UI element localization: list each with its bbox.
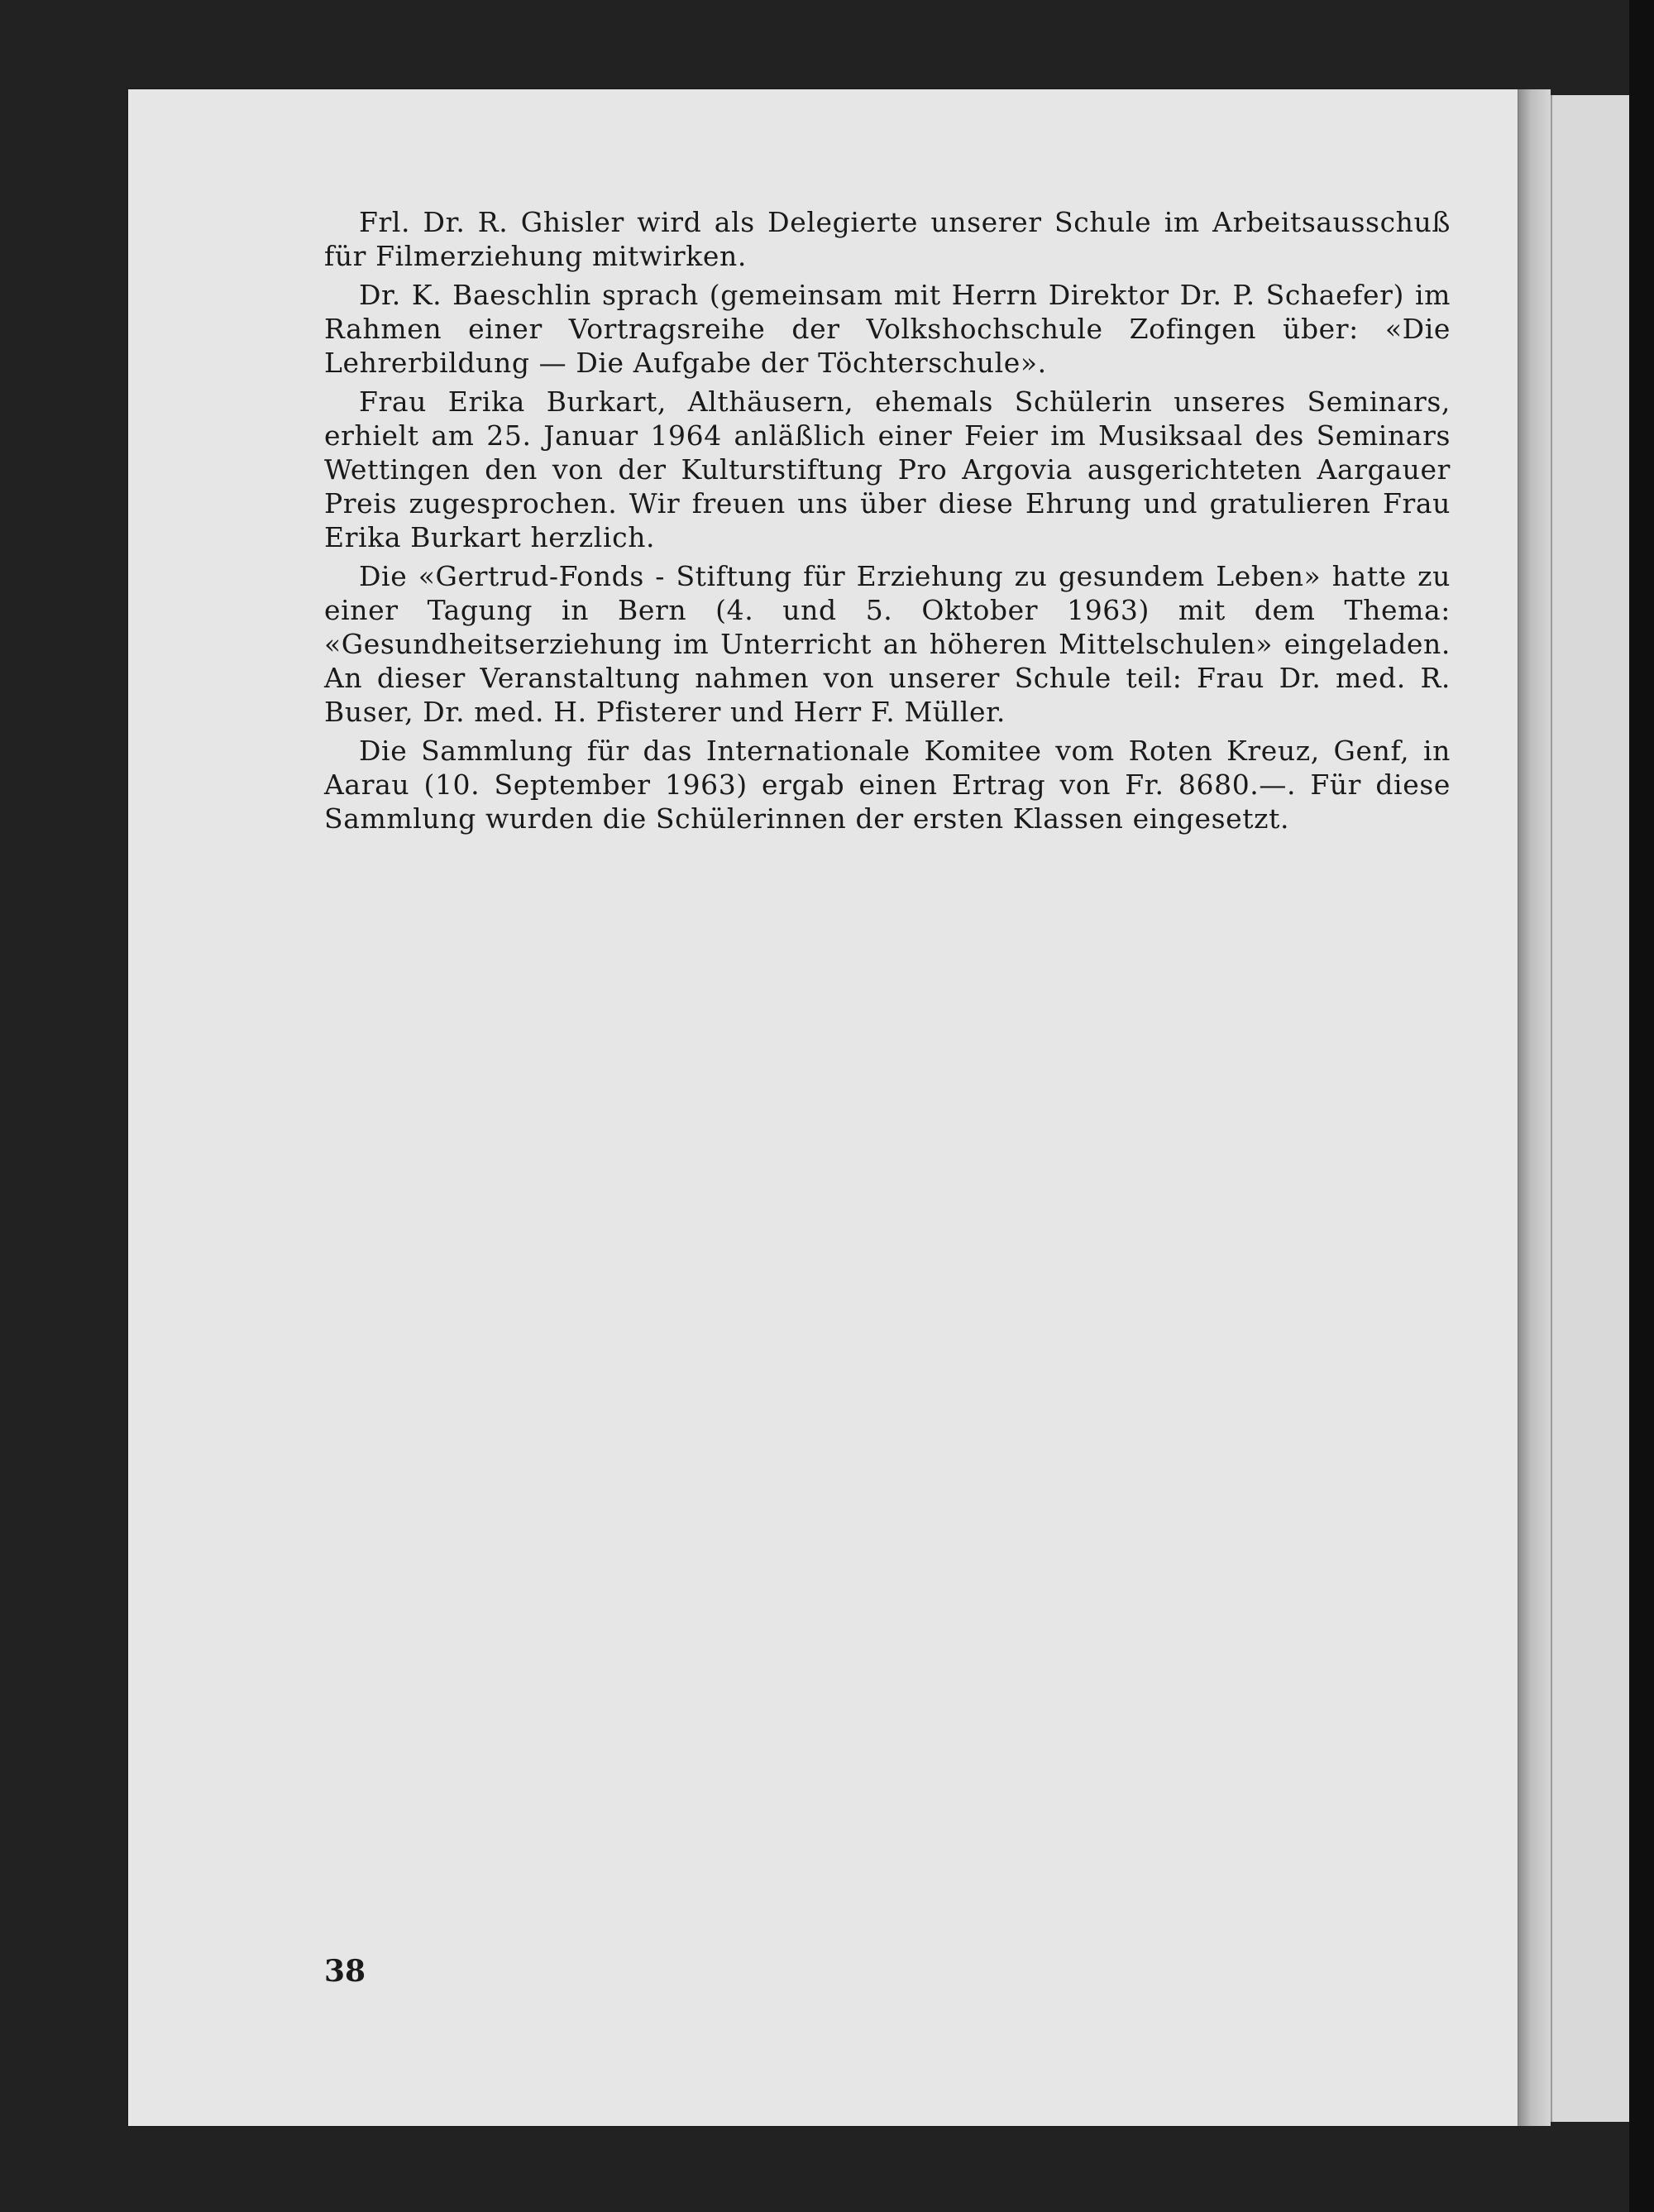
scan-edge	[1629, 0, 1654, 2212]
paragraph-sammlung: Die Sammlung für das Internationale Komitee vom Roten Kreuz, Genf, in Aarau (10. September 1963) ergab einen Ertrag von Fr. 8680.—. Für diese Sammlung wurden die Schülerinnen der ersten Klassen eingesetzt.	[324, 735, 1451, 835]
paragraph-ghisler: Frl. Dr. R. Ghisler wird als Delegierte unserer Schule im Arbeitsausschuß für Filmerziehung mitwirken.	[324, 206, 1451, 272]
paragraph-baeschlin: Dr. K. Baeschlin sprach (gemeinsam mit Herrn Direktor Dr. P. Schaefer) im Rahmen einer Vortragsreihe der Volkshochschule Zofingen über: «Die Lehrerbildung — Die Aufgabe der Töchterschule».	[324, 279, 1451, 379]
page-number: 38	[324, 1954, 366, 1989]
facing-page-edge	[1551, 95, 1631, 2122]
book-spine	[1518, 89, 1551, 2126]
page-body	[324, 205, 1451, 840]
paragraph-gertrud-fonds: Die «Gertrud-Fonds - Stiftung für Erziehung zu gesundem Leben» hatte zu einer Tagung in Bern (4. und 5. Oktober 1963) mit dem Thema: «Gesundheitserziehung im Unterricht an höheren Mittelschulen» eingeladen. An dieser Veranstaltung nahmen von unserer Schule teil: Frau Dr. med. R. Buser, Dr. med. H. Pfisterer und Herr F. Müller.	[324, 560, 1451, 728]
paragraph-burkart: Frau Erika Burkart, Althäusern, ehemals Schülerin unseres Seminars, erhielt am 25. Januar 1964 anläßlich einer Feier im Musiksaal des Seminars Wettingen den von der Kulturstiftung Pro Argovia ausgerichteten Aargauer Preis zugesprochen. Wir freuen uns über diese Ehrung und gratulieren Frau Erika Burkart herzlich.	[324, 385, 1451, 553]
